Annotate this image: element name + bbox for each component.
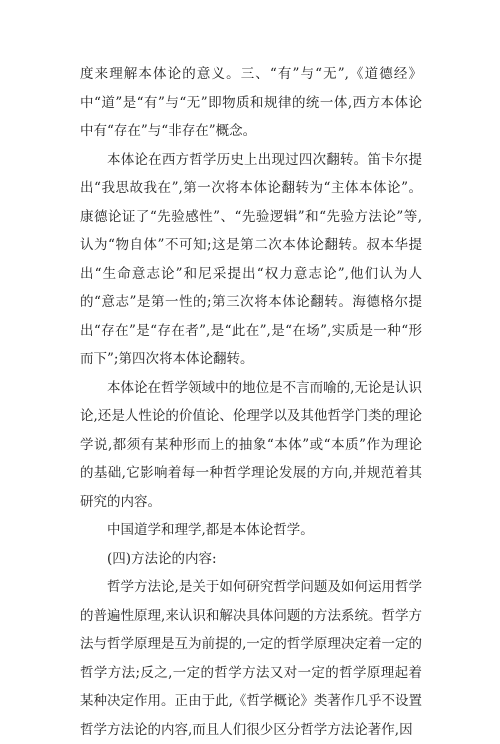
paragraph-3: 本体论在哲学领域中的地位是不言而喻的,无论是认识论,还是人性论的价值论、伦理学以及其他哲学门类的理论学说,都须有某种形而上的抽象“本体”或“本质”作为理论的基础,它影响着每一种哲学理论发展的方向,并规范着其研究的内容。 xyxy=(80,379,422,510)
paragraph-5-heading: (四)方法论的内容: xyxy=(107,550,217,567)
paragraph-6: 哲学方法论,是关于如何研究哲学问题及如何运用哲学的普遍性原理,来认识和解决具体问题的方法系统。哲学方法与哲学原理是互为前提的,一定的哲学原理决定着一定的哲学方法;反之,一定的哲学方法又对一定的哲学原理起着某种决定作用。正由于此,《哲学概论》类著作几乎不设置哲学方法论的内容,而且人们很少区分哲学方法论著作,因 xyxy=(80,579,422,738)
paragraph-1: 度来理解本体论的意义。三、“有”与“无”,《道德经》中“道”是“有”与“无”即物质和规律的统一体,西方本体论中有“存在”与“非存在”概念。 xyxy=(80,66,422,139)
paragraph-2: 本体论在西方哲学历史上出现过四次翻转。笛卡尔提出“我思故我在”,第一次将本体论翻转为“主体本体论”。康德论证了“先验感性”、“先验逻辑”和“先验方法论”等,认为“物自体”不可知;这是第二次本体论翻转。叔本华提出“生命意志论”和尼采提出“权力意志论”,他们认为人的“意志”是第一性的;第三次将本体论翻转。海德格尔提出“存在”是“存在者”,是“此在”,是“在场”,实质是一种“形而下”;第四次将本体论翻转。 xyxy=(80,151,422,367)
paragraph-4: 中国道学和理学,都是本体论哲学。 xyxy=(107,522,314,538)
document-page xyxy=(80,60,422,744)
